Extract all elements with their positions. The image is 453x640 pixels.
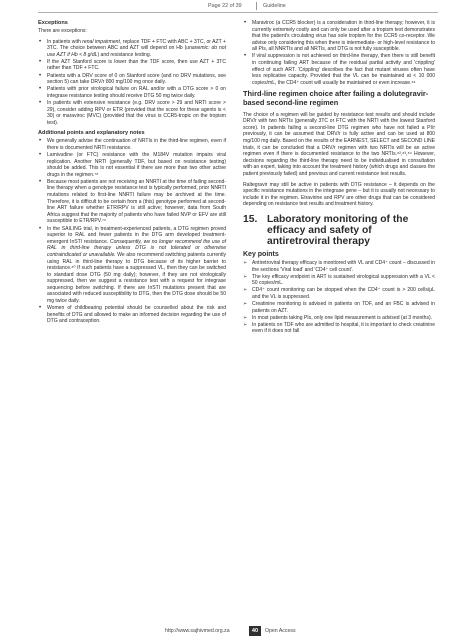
- list-item: • In patients with renal impairment, replace TDF + FTC with ABC + 3TC, or AZT + 3TC. The choice between ABC and AZT will depend on Hb (unanemic: do not use AZT if Hb < 8 g/dL) and resistance testing.: [38, 39, 226, 59]
- exceptions-heading: Exceptions: [38, 20, 68, 26]
- list-item: • Maraviroc (a CCR5 blocker) is a consideration in third-line therapy; however, it is currently extremely costly and can only be used after a tropism test demonstrates that the patient's circulating virus has sole tropism for the CCR5 co-receptor. We advise only considering this when there is intermediate- or high-level resistance to all PIs, all NNRTIs and all NRTIs, and DTG is not fully susceptible.: [243, 20, 435, 53]
- paragraph: Raltegravir may still be active in patients with DTG resistance – it depends on the specific resistance mutations in the integrase gene – but it is usually not necessary to include it in the regimen. Etravirine and RPV are other drugs that can be considered depending on resistance test results and treatment history.: [243, 181, 435, 208]
- list-item: • In the SAILING trial, in treatment-experienced patients, a DTG regimen proved superior to RAL and fewer patients in the DTG arm developed treatment-emergent InSTI resistance. Consequently, we no longer recommend the use of RAL in third-line therapy unless DTG is not tolerated or otherwise contraindicated or unavailable. We also recommend switching patients currently using RAL in third-line therapy to DTG because of its higher barrier to resistance.⁸⁰ If such patients have a suppressed VL, then they can be switched to standard dose DTG (50 mg daily); however, if they are not virologically suppressed, then we suggest a resistance test with a request for integrase sequencing before switching. If there are InSTI mutations present that are associated with reduced susceptibility to DTG, then the DTG dose should be 50 mg twice daily.: [38, 226, 226, 305]
- list-item: • If the AZT Stanford score is lower than the TDF score, then use AZT + 3TC rather than TDF + FTC.: [38, 59, 226, 72]
- list-item: • In patients with extensive resistance (e.g. DRV score > 29 and NRTI score > 29), consider adding RPV or ETR (provided that the score for these agents is < 30) or maraviroc (MVC) (provided that the virus is CCR5-tropic on the tropism test).: [38, 100, 226, 126]
- list-item: ➢ In patients on TDF who are admitted to hospital, it is important to check creatinine even if it does not fall: [243, 322, 435, 335]
- paragraph: The choice of a regimen will be guided by resistance test results and should include DRV/r with two NRTIs (generally 3TC or FTC with the NRTI with the lowest Stanford score). In patients failing a second-line DTG regimen who have not failed a PI/r previously, it can be assumed that DRV/r is fully active and can be used at 800 mg/100 mg daily. Based on the results of the EARNEST, SELECT and SECOND LINE trials, it can be concluded that a DRV/r regimen with two NRTIs will be an active regimen even if there is documented resistance to the two NRTIs.⁸²,⁸³,⁸⁴ However, decisions regarding the third-line therapy need to be individualised in consultation with an expert, taking into account the treatment history (which drugs and classes the patient previously failed) and previous and current resistance test results.: [243, 111, 435, 177]
- header-rule: [38, 12, 438, 13]
- left-column: [38, 20, 226, 329]
- list-item: ➢ Antiretroviral therapy efficacy is monitored with VL and CD4⁺ count – discussed in the sections 'Viral load' and 'CD4⁺ cell count'.: [243, 260, 435, 273]
- list-item: • Women of childbearing potential should be counselled about the risk and benefits of DTG and allowed to make an informed decision regarding the use of DTG and contraception.: [38, 305, 226, 325]
- list-item: • Patients with a DRV score of 0 on Stanford score (and no DRV mutations, see section 5) can take DRV/r 800 mg/100 mg once daily.: [38, 73, 226, 86]
- key-points-heading: Key points: [243, 250, 279, 258]
- list-item: • We generally advise the continuation of NRTIs in the third-line regimen, even if there is documented NRTI resistance.: [38, 138, 226, 151]
- page-number: 40: [249, 626, 261, 636]
- list-item: • Lamivudine (or FTC) resistance with the M184V mutation impairs viral replication. Another NRTI (generally TDF, but based on resistance testing) should be added. This is not essential if there are more than two other active drugs in the regimen.⁷⁸: [38, 152, 226, 178]
- right-column: [243, 20, 435, 339]
- list-item: • If viral suppression is not achieved on third-line therapy, then there is still benefit in continuing failing ART because of the residual partial activity and 'crippling' effect of such ART. 'Crippling' describes the fact that mutant viruses often have less replicative capacity. Provided that the VL can be maintained at < 10 000 copies/mL, the CD4⁺ count will usually be maintained or even increase.⁸¹: [243, 53, 435, 86]
- list-item: • Patients with prior virological failure on RAL and/or with a DTG score > 0 on integrase resistance testing should receive DTG 50 mg twice daily.: [38, 86, 226, 99]
- section-title: Laboratory monitoring of the efficacy and safety of antiretroviral therapy: [267, 213, 409, 248]
- key-points-list: [243, 260, 435, 335]
- notes-list: [38, 138, 226, 325]
- open-access-label: Open Access: [265, 628, 296, 634]
- additional-points-heading: Additional points and explanatory notes: [38, 130, 145, 137]
- exceptions-intro: There are exceptions:: [38, 28, 87, 34]
- header-separator: [256, 2, 257, 10]
- list-item: ➢ Creatinine monitoring is advised in patients on TDF, and an FBC is advised in patients on AZT.: [243, 301, 435, 314]
- exceptions-list: [38, 39, 226, 127]
- section-heading: [243, 214, 435, 248]
- list-item: ➢ In most patients taking PIs, only one lipid measurement is advised (at 3 months).: [243, 315, 435, 322]
- list-item: • Because most patients are not receiving an NNRTI at the time of failing second-line therapy when a genotype resistance test is typically performed, prior NNRTI mutations related to first-line NNRTI failure may be archived at the time. Therefore, it is difficult to be certain from a (this) genotype performed at second-line ART failure whether ETR/RPV is still active; however, data from South Africa suggest that the majority of patients who have failed NVP or EFV are still susceptible to ETR/RPV.⁷⁹: [38, 179, 226, 225]
- list-item: ➢ The key efficacy endpoint in ART is sustained virological suppression with a VL < 50 copies/mL.: [243, 274, 435, 287]
- section-number: 15.: [243, 213, 258, 225]
- page-header: [0, 0, 453, 12]
- section-label: Guideline: [263, 3, 286, 9]
- journal-link[interactable]: http://www.sajhivmed.org.za: [165, 628, 230, 634]
- page-indicator: Page 22 of 39: [208, 3, 242, 9]
- third-line-heading: Third-line regimen choice after failing a dolutegravir-based second-line regimen: [243, 89, 429, 108]
- list-item: ➢ CD4⁺ count monitoring can be stopped when the CD4⁺ count is > 200 cells/μL and the VL is suppressed.: [243, 287, 435, 300]
- notes-list-continued: [243, 20, 435, 86]
- page-footer: [0, 626, 453, 638]
